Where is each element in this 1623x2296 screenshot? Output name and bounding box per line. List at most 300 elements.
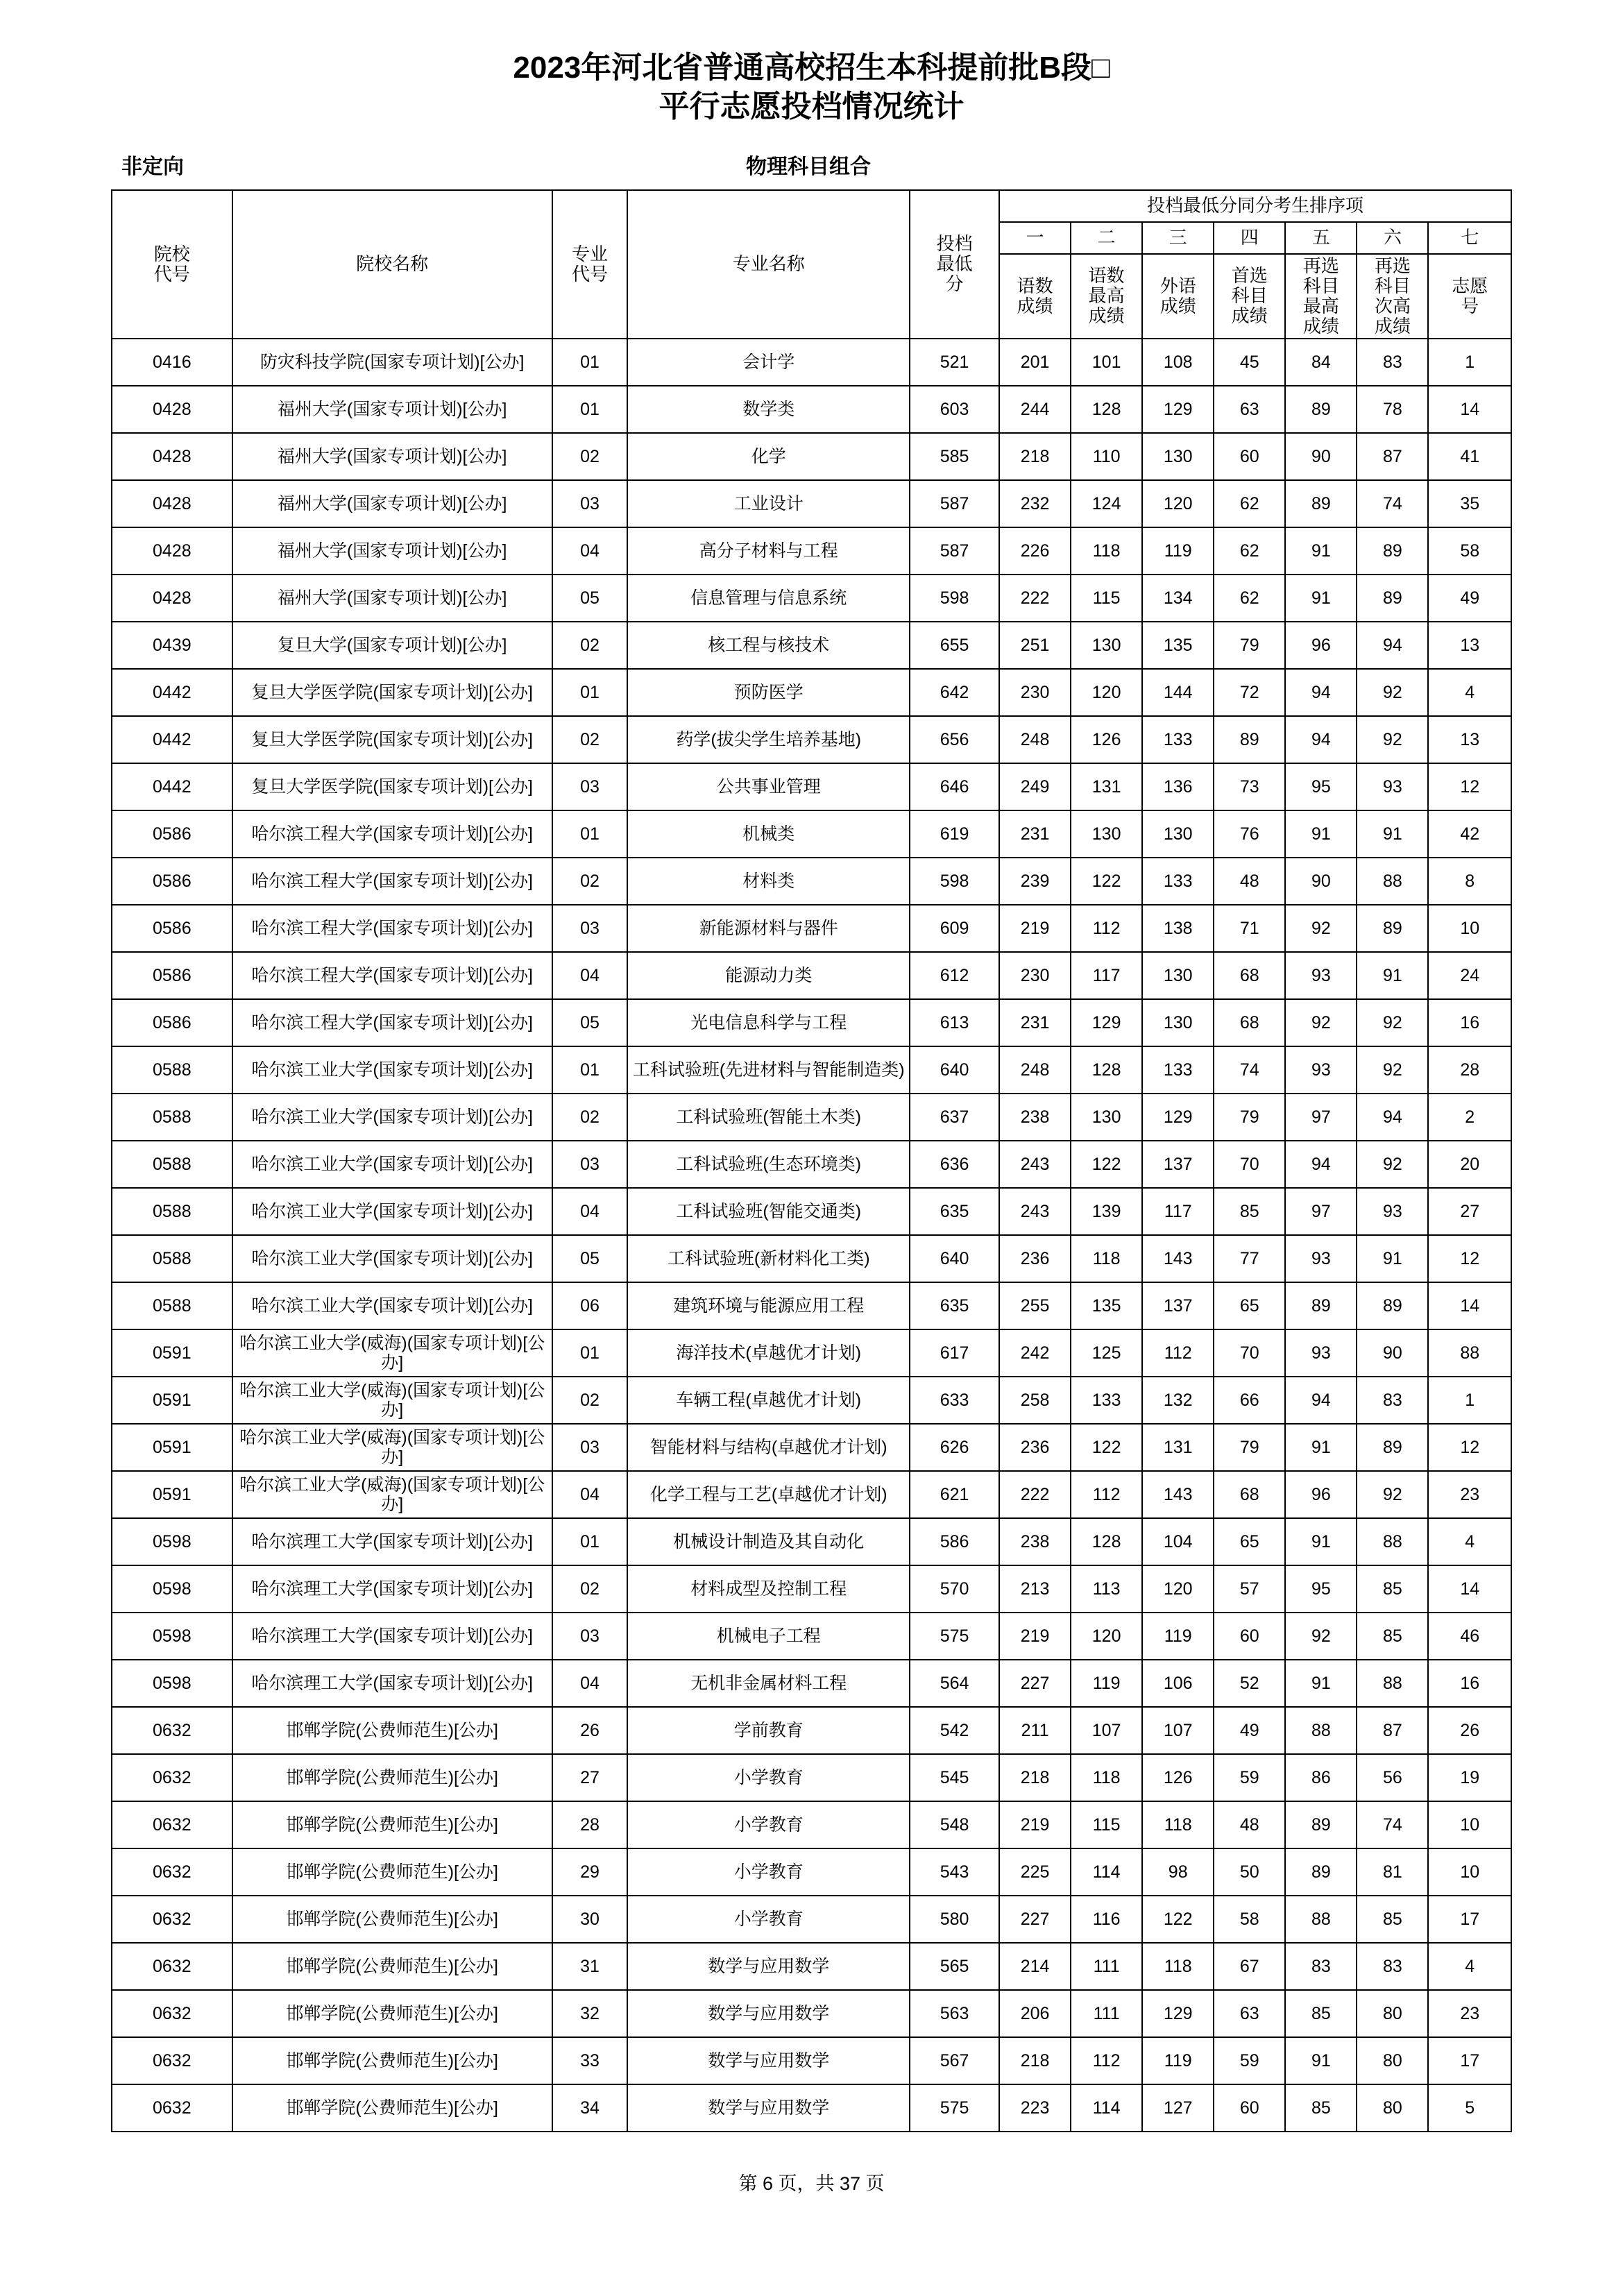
cell-secondary-subject-max-score: 92 xyxy=(1285,905,1357,952)
table-row xyxy=(112,1282,1511,1329)
cell-secondary-subject-second-score: 89 xyxy=(1357,527,1428,575)
cell-preference-number: 10 xyxy=(1428,905,1511,952)
cell-secondary-subject-max-score: 93 xyxy=(1285,952,1357,999)
cell-secondary-subject-second-score: 87 xyxy=(1357,433,1428,480)
cell-school-name: 哈尔滨工业大学(威海)(国家专项计划)[公办] xyxy=(232,1377,552,1424)
cell-chinese-math-max-score: 122 xyxy=(1071,1141,1142,1188)
cell-secondary-subject-max-score: 94 xyxy=(1285,669,1357,716)
cell-secondary-subject-max-score: 91 xyxy=(1285,527,1357,575)
cell-school-code: 0586 xyxy=(112,905,232,952)
table-row xyxy=(112,622,1511,669)
cell-chinese-math-max-score: 111 xyxy=(1071,1990,1142,2037)
cell-min-score: 575 xyxy=(910,1613,999,1660)
ordinal-6: 六 xyxy=(1357,222,1428,254)
cell-secondary-subject-second-score: 56 xyxy=(1357,1754,1428,1801)
cell-school-name: 哈尔滨工业大学(国家专项计划)[公办] xyxy=(232,1282,552,1329)
cell-major-code: 04 xyxy=(552,952,628,999)
cell-school-code: 0632 xyxy=(112,2037,232,2084)
cell-major-name: 小学教育 xyxy=(627,1754,910,1801)
cell-secondary-subject-max-score: 93 xyxy=(1285,1329,1357,1377)
cell-chinese-math-max-score: 128 xyxy=(1071,1046,1142,1094)
cell-major-code: 02 xyxy=(552,1094,628,1141)
table-body xyxy=(112,339,1511,2132)
cell-primary-subject-score: 62 xyxy=(1214,527,1285,575)
cell-preference-number: 14 xyxy=(1428,386,1511,433)
col-header-school-code: 院校 代号 xyxy=(112,190,232,339)
cell-chinese-math-max-score: 110 xyxy=(1071,433,1142,480)
cell-school-name: 哈尔滨工业大学(国家专项计划)[公办] xyxy=(232,1046,552,1094)
cell-primary-subject-score: 89 xyxy=(1214,716,1285,763)
cell-foreign-language-score: 119 xyxy=(1142,527,1214,575)
cell-school-name: 哈尔滨工程大学(国家专项计划)[公办] xyxy=(232,999,552,1046)
cell-chinese-math-score: 236 xyxy=(999,1235,1071,1282)
cell-primary-subject-score: 58 xyxy=(1214,1896,1285,1943)
cell-foreign-language-score: 138 xyxy=(1142,905,1214,952)
cell-primary-subject-score: 60 xyxy=(1214,2084,1285,2132)
cell-major-code: 05 xyxy=(552,999,628,1046)
cell-foreign-language-score: 122 xyxy=(1142,1896,1214,1943)
cell-school-code: 0416 xyxy=(112,339,232,386)
cell-major-code: 01 xyxy=(552,1046,628,1094)
cell-major-name: 化学 xyxy=(627,433,910,480)
cell-secondary-subject-max-score: 91 xyxy=(1285,810,1357,858)
cell-min-score: 609 xyxy=(910,905,999,952)
cell-foreign-language-score: 143 xyxy=(1142,1235,1214,1282)
table-row xyxy=(112,1990,1511,2037)
cell-chinese-math-score: 243 xyxy=(999,1188,1071,1235)
cell-primary-subject-score: 68 xyxy=(1214,999,1285,1046)
cell-min-score: 656 xyxy=(910,716,999,763)
cell-chinese-math-max-score: 128 xyxy=(1071,1518,1142,1565)
cell-secondary-subject-max-score: 94 xyxy=(1285,1141,1357,1188)
cell-primary-subject-score: 68 xyxy=(1214,952,1285,999)
cell-secondary-subject-second-score: 88 xyxy=(1357,858,1428,905)
cell-min-score: 613 xyxy=(910,999,999,1046)
cell-chinese-math-score: 231 xyxy=(999,810,1071,858)
cell-secondary-subject-max-score: 90 xyxy=(1285,858,1357,905)
cell-secondary-subject-max-score: 83 xyxy=(1285,1943,1357,1990)
table-row xyxy=(112,1707,1511,1754)
cell-foreign-language-score: 112 xyxy=(1142,1329,1214,1377)
table-row xyxy=(112,716,1511,763)
cell-secondary-subject-second-score: 93 xyxy=(1357,763,1428,810)
cell-preference-number: 10 xyxy=(1428,1801,1511,1848)
cell-secondary-subject-max-score: 89 xyxy=(1285,1801,1357,1848)
cell-major-name: 小学教育 xyxy=(627,1896,910,1943)
cell-primary-subject-score: 48 xyxy=(1214,858,1285,905)
cell-secondary-subject-max-score: 89 xyxy=(1285,480,1357,527)
table-row xyxy=(112,1235,1511,1282)
cell-secondary-subject-second-score: 80 xyxy=(1357,1990,1428,2037)
table-row xyxy=(112,1754,1511,1801)
cell-school-name: 福州大学(国家专项计划)[公办] xyxy=(232,433,552,480)
cell-min-score: 655 xyxy=(910,622,999,669)
ordinal-3: 三 xyxy=(1142,222,1214,254)
cell-chinese-math-score: 242 xyxy=(999,1329,1071,1377)
cell-secondary-subject-max-score: 89 xyxy=(1285,1282,1357,1329)
subheader-row xyxy=(111,149,1512,180)
cell-school-code: 0598 xyxy=(112,1518,232,1565)
table-row xyxy=(112,1471,1511,1518)
cell-foreign-language-score: 120 xyxy=(1142,1565,1214,1613)
cell-secondary-subject-max-score: 89 xyxy=(1285,386,1357,433)
col-header-school-name: 院校名称 xyxy=(232,190,552,339)
col-header-major-code: 专业 代号 xyxy=(552,190,628,339)
cell-chinese-math-score: 227 xyxy=(999,1896,1071,1943)
cell-secondary-subject-second-score: 80 xyxy=(1357,2037,1428,2084)
table-row xyxy=(112,1518,1511,1565)
cell-preference-number: 17 xyxy=(1428,1896,1511,1943)
cell-secondary-subject-max-score: 88 xyxy=(1285,1707,1357,1754)
cell-school-name: 哈尔滨理工大学(国家专项计划)[公办] xyxy=(232,1518,552,1565)
cell-major-code: 30 xyxy=(552,1896,628,1943)
cell-preference-number: 20 xyxy=(1428,1141,1511,1188)
cell-school-name: 邯郸学院(公费师范生)[公办] xyxy=(232,2037,552,2084)
cell-foreign-language-score: 107 xyxy=(1142,1707,1214,1754)
cell-school-name: 邯郸学院(公费师范生)[公办] xyxy=(232,1990,552,2037)
cell-major-name: 核工程与核技术 xyxy=(627,622,910,669)
cell-major-code: 03 xyxy=(552,905,628,952)
cell-chinese-math-max-score: 125 xyxy=(1071,1329,1142,1377)
table-row xyxy=(112,2037,1511,2084)
cell-school-name: 复旦大学医学院(国家专项计划)[公办] xyxy=(232,716,552,763)
table-row xyxy=(112,1565,1511,1613)
cell-major-code: 01 xyxy=(552,1518,628,1565)
cell-secondary-subject-max-score: 88 xyxy=(1285,1896,1357,1943)
cell-major-code: 03 xyxy=(552,480,628,527)
cell-foreign-language-score: 130 xyxy=(1142,433,1214,480)
cell-major-name: 数学与应用数学 xyxy=(627,2084,910,2132)
table-row xyxy=(112,1896,1511,1943)
cell-major-name: 药学(拔尖学生培养基地) xyxy=(627,716,910,763)
cell-primary-subject-score: 70 xyxy=(1214,1141,1285,1188)
cell-primary-subject-score: 59 xyxy=(1214,1754,1285,1801)
cell-major-code: 03 xyxy=(552,1613,628,1660)
cell-secondary-subject-second-score: 92 xyxy=(1357,1471,1428,1518)
cell-chinese-math-max-score: 111 xyxy=(1071,1943,1142,1990)
cell-secondary-subject-max-score: 91 xyxy=(1285,1518,1357,1565)
cell-chinese-math-max-score: 129 xyxy=(1071,999,1142,1046)
cell-primary-subject-score: 63 xyxy=(1214,1990,1285,2037)
cell-major-name: 小学教育 xyxy=(627,1848,910,1896)
cell-chinese-math-max-score: 130 xyxy=(1071,810,1142,858)
cell-min-score: 542 xyxy=(910,1707,999,1754)
cell-primary-subject-score: 65 xyxy=(1214,1518,1285,1565)
cell-primary-subject-score: 57 xyxy=(1214,1565,1285,1613)
cell-chinese-math-score: 232 xyxy=(999,480,1071,527)
cell-school-code: 0591 xyxy=(112,1471,232,1518)
cell-chinese-math-max-score: 133 xyxy=(1071,1377,1142,1424)
cell-secondary-subject-second-score: 94 xyxy=(1357,622,1428,669)
cell-chinese-math-max-score: 118 xyxy=(1071,1235,1142,1282)
cell-primary-subject-score: 73 xyxy=(1214,763,1285,810)
cell-secondary-subject-max-score: 92 xyxy=(1285,1613,1357,1660)
cell-secondary-subject-second-score: 92 xyxy=(1357,669,1428,716)
cell-major-code: 04 xyxy=(552,1471,628,1518)
cell-secondary-subject-max-score: 94 xyxy=(1285,1377,1357,1424)
cell-primary-subject-score: 79 xyxy=(1214,1424,1285,1471)
cell-school-code: 0439 xyxy=(112,622,232,669)
cell-min-score: 640 xyxy=(910,1235,999,1282)
cell-school-code: 0586 xyxy=(112,999,232,1046)
cell-major-name: 工科试验班(先进材料与智能制造类) xyxy=(627,1046,910,1094)
table-header xyxy=(112,190,1511,339)
table-row xyxy=(112,433,1511,480)
cell-min-score: 603 xyxy=(910,386,999,433)
cell-major-code: 02 xyxy=(552,622,628,669)
cell-chinese-math-score: 230 xyxy=(999,952,1071,999)
cell-primary-subject-score: 79 xyxy=(1214,1094,1285,1141)
cell-min-score: 567 xyxy=(910,2037,999,2084)
cell-major-code: 06 xyxy=(552,1282,628,1329)
cell-school-code: 0428 xyxy=(112,527,232,575)
cell-chinese-math-score: 222 xyxy=(999,1471,1071,1518)
document-title-block xyxy=(111,0,1512,127)
col-header-preference-number: 志愿 号 xyxy=(1428,254,1511,339)
cell-school-name: 哈尔滨理工大学(国家专项计划)[公办] xyxy=(232,1660,552,1707)
cell-major-name: 光电信息科学与工程 xyxy=(627,999,910,1046)
cell-major-code: 02 xyxy=(552,1377,628,1424)
cell-major-name: 机械类 xyxy=(627,810,910,858)
cell-chinese-math-max-score: 113 xyxy=(1071,1565,1142,1613)
cell-major-name: 材料成型及控制工程 xyxy=(627,1565,910,1613)
cell-major-name: 智能材料与结构(卓越优才计划) xyxy=(627,1424,910,1471)
table-row xyxy=(112,1943,1511,1990)
cell-preference-number: 10 xyxy=(1428,1848,1511,1896)
table-row xyxy=(112,2084,1511,2132)
cell-preference-number: 14 xyxy=(1428,1565,1511,1613)
cell-school-code: 0632 xyxy=(112,1896,232,1943)
cell-min-score: 621 xyxy=(910,1471,999,1518)
cell-school-code: 0598 xyxy=(112,1565,232,1613)
cell-preference-number: 12 xyxy=(1428,1424,1511,1471)
cell-min-score: 563 xyxy=(910,1990,999,2037)
cell-chinese-math-score: 258 xyxy=(999,1377,1071,1424)
cell-school-name: 哈尔滨理工大学(国家专项计划)[公办] xyxy=(232,1565,552,1613)
cell-foreign-language-score: 130 xyxy=(1142,810,1214,858)
cell-chinese-math-max-score: 112 xyxy=(1071,1471,1142,1518)
page-title-line-1: 2023年河北省普通高校招生本科提前批B段□ xyxy=(513,51,1110,85)
cell-preference-number: 8 xyxy=(1428,858,1511,905)
cell-major-name: 数学类 xyxy=(627,386,910,433)
cell-secondary-subject-max-score: 95 xyxy=(1285,1565,1357,1613)
cell-primary-subject-score: 70 xyxy=(1214,1329,1285,1377)
cell-min-score: 565 xyxy=(910,1943,999,1990)
table-row xyxy=(112,1188,1511,1235)
cell-school-name: 复旦大学医学院(国家专项计划)[公办] xyxy=(232,669,552,716)
cell-chinese-math-score: 243 xyxy=(999,1141,1071,1188)
cell-school-code: 0428 xyxy=(112,433,232,480)
cell-chinese-math-max-score: 120 xyxy=(1071,669,1142,716)
page-title-line-2: 平行志愿投档情况统计 xyxy=(658,90,965,124)
cell-preference-number: 23 xyxy=(1428,1990,1511,2037)
cell-secondary-subject-second-score: 80 xyxy=(1357,2084,1428,2132)
ordinal-4: 四 xyxy=(1214,222,1285,254)
cell-secondary-subject-max-score: 97 xyxy=(1285,1188,1357,1235)
ordinal-5: 五 xyxy=(1285,222,1357,254)
cell-secondary-subject-max-score: 85 xyxy=(1285,1990,1357,2037)
cell-school-code: 0588 xyxy=(112,1094,232,1141)
ordinal-7: 七 xyxy=(1428,222,1511,254)
cell-chinese-math-score: 236 xyxy=(999,1424,1071,1471)
table-row xyxy=(112,1801,1511,1848)
cell-preference-number: 19 xyxy=(1428,1754,1511,1801)
cell-major-code: 01 xyxy=(552,669,628,716)
cell-school-name: 邯郸学院(公费师范生)[公办] xyxy=(232,1754,552,1801)
cell-foreign-language-score: 106 xyxy=(1142,1660,1214,1707)
cell-foreign-language-score: 130 xyxy=(1142,952,1214,999)
cell-secondary-subject-max-score: 96 xyxy=(1285,622,1357,669)
cell-preference-number: 28 xyxy=(1428,1046,1511,1094)
cell-school-code: 0632 xyxy=(112,1848,232,1896)
cell-school-name: 福州大学(国家专项计划)[公办] xyxy=(232,386,552,433)
cell-primary-subject-score: 60 xyxy=(1214,433,1285,480)
cell-major-name: 海洋技术(卓越优才计划) xyxy=(627,1329,910,1377)
cell-secondary-subject-second-score: 89 xyxy=(1357,1282,1428,1329)
cell-chinese-math-score: 248 xyxy=(999,716,1071,763)
cell-preference-number: 26 xyxy=(1428,1707,1511,1754)
cell-primary-subject-score: 79 xyxy=(1214,622,1285,669)
cell-chinese-math-score: 225 xyxy=(999,1848,1071,1896)
col-header-tiebreak-group: 投档最低分同分考生排序项 xyxy=(999,190,1511,222)
cell-school-name: 福州大学(国家专项计划)[公办] xyxy=(232,527,552,575)
cell-secondary-subject-second-score: 74 xyxy=(1357,1801,1428,1848)
cell-major-code: 04 xyxy=(552,1188,628,1235)
cell-school-name: 哈尔滨工业大学(威海)(国家专项计划)[公办] xyxy=(232,1424,552,1471)
table-row xyxy=(112,1613,1511,1660)
cell-min-score: 598 xyxy=(910,575,999,622)
cell-major-code: 04 xyxy=(552,527,628,575)
cell-min-score: 575 xyxy=(910,2084,999,2132)
cell-foreign-language-score: 143 xyxy=(1142,1471,1214,1518)
col-header-chinese-math-max-score: 语数 最高 成绩 xyxy=(1071,254,1142,339)
cell-major-name: 会计学 xyxy=(627,339,910,386)
cell-school-code: 0598 xyxy=(112,1660,232,1707)
cell-chinese-math-max-score: 128 xyxy=(1071,386,1142,433)
table-row xyxy=(112,1141,1511,1188)
cell-foreign-language-score: 98 xyxy=(1142,1848,1214,1896)
cell-chinese-math-score: 211 xyxy=(999,1707,1071,1754)
cell-min-score: 635 xyxy=(910,1282,999,1329)
cell-chinese-math-max-score: 112 xyxy=(1071,2037,1142,2084)
cell-school-code: 0428 xyxy=(112,480,232,527)
cell-school-name: 哈尔滨工程大学(国家专项计划)[公办] xyxy=(232,952,552,999)
admission-statistics-table xyxy=(111,189,1512,2132)
cell-school-code: 0632 xyxy=(112,1943,232,1990)
cell-chinese-math-score: 244 xyxy=(999,386,1071,433)
cell-primary-subject-score: 60 xyxy=(1214,1613,1285,1660)
cell-chinese-math-max-score: 120 xyxy=(1071,1613,1142,1660)
cell-school-name: 哈尔滨工业大学(威海)(国家专项计划)[公办] xyxy=(232,1471,552,1518)
cell-preference-number: 42 xyxy=(1428,810,1511,858)
cell-secondary-subject-second-score: 83 xyxy=(1357,339,1428,386)
cell-major-name: 无机非金属材料工程 xyxy=(627,1660,910,1707)
cell-secondary-subject-second-score: 83 xyxy=(1357,1943,1428,1990)
cell-secondary-subject-second-score: 74 xyxy=(1357,480,1428,527)
cell-foreign-language-score: 133 xyxy=(1142,1046,1214,1094)
col-header-chinese-math-score: 语数 成绩 xyxy=(999,254,1071,339)
cell-primary-subject-score: 62 xyxy=(1214,480,1285,527)
cell-primary-subject-score: 45 xyxy=(1214,339,1285,386)
cell-secondary-subject-max-score: 91 xyxy=(1285,1660,1357,1707)
cell-secondary-subject-second-score: 85 xyxy=(1357,1896,1428,1943)
cell-preference-number: 58 xyxy=(1428,527,1511,575)
cell-secondary-subject-second-score: 88 xyxy=(1357,1518,1428,1565)
cell-preference-number: 23 xyxy=(1428,1471,1511,1518)
table-row xyxy=(112,810,1511,858)
cell-primary-subject-score: 68 xyxy=(1214,1471,1285,1518)
cell-chinese-math-max-score: 115 xyxy=(1071,1801,1142,1848)
cell-chinese-math-max-score: 130 xyxy=(1071,1094,1142,1141)
cell-foreign-language-score: 134 xyxy=(1142,575,1214,622)
cell-major-name: 工科试验班(智能土木类) xyxy=(627,1094,910,1141)
cell-preference-number: 16 xyxy=(1428,1660,1511,1707)
cell-foreign-language-score: 131 xyxy=(1142,1424,1214,1471)
table-row xyxy=(112,1424,1511,1471)
cell-foreign-language-score: 118 xyxy=(1142,1943,1214,1990)
cell-secondary-subject-max-score: 85 xyxy=(1285,2084,1357,2132)
cell-foreign-language-score: 137 xyxy=(1142,1282,1214,1329)
cell-secondary-subject-second-score: 78 xyxy=(1357,386,1428,433)
cell-secondary-subject-second-score: 81 xyxy=(1357,1848,1428,1896)
cell-major-code: 01 xyxy=(552,1329,628,1377)
table-row xyxy=(112,1046,1511,1094)
cell-chinese-math-score: 218 xyxy=(999,433,1071,480)
cell-chinese-math-score: 251 xyxy=(999,622,1071,669)
cell-preference-number: 12 xyxy=(1428,1235,1511,1282)
col-header-secondary-subject-second-score: 再选 科目 次高 成绩 xyxy=(1357,254,1428,339)
cell-school-name: 哈尔滨理工大学(国家专项计划)[公办] xyxy=(232,1613,552,1660)
cell-foreign-language-score: 119 xyxy=(1142,2037,1214,2084)
cell-secondary-subject-max-score: 92 xyxy=(1285,999,1357,1046)
cell-chinese-math-score: 219 xyxy=(999,905,1071,952)
cell-school-code: 0598 xyxy=(112,1613,232,1660)
cell-chinese-math-max-score: 118 xyxy=(1071,1754,1142,1801)
cell-school-code: 0632 xyxy=(112,2084,232,2132)
cell-major-code: 05 xyxy=(552,1235,628,1282)
cell-chinese-math-max-score: 130 xyxy=(1071,622,1142,669)
cell-secondary-subject-max-score: 91 xyxy=(1285,2037,1357,2084)
cell-major-name: 小学教育 xyxy=(627,1801,910,1848)
cell-school-name: 邯郸学院(公费师范生)[公办] xyxy=(232,1943,552,1990)
cell-preference-number: 88 xyxy=(1428,1329,1511,1377)
cell-school-code: 0428 xyxy=(112,386,232,433)
cell-school-code: 0632 xyxy=(112,1754,232,1801)
cell-preference-number: 4 xyxy=(1428,1518,1511,1565)
table-row xyxy=(112,999,1511,1046)
table-row xyxy=(112,1377,1511,1424)
cell-primary-subject-score: 50 xyxy=(1214,1848,1285,1896)
cell-foreign-language-score: 129 xyxy=(1142,1990,1214,2037)
cell-preference-number: 49 xyxy=(1428,575,1511,622)
cell-major-code: 32 xyxy=(552,1990,628,2037)
cell-chinese-math-score: 206 xyxy=(999,1990,1071,2037)
table-row xyxy=(112,905,1511,952)
cell-min-score: 587 xyxy=(910,480,999,527)
cell-secondary-subject-max-score: 96 xyxy=(1285,1471,1357,1518)
cell-secondary-subject-max-score: 86 xyxy=(1285,1754,1357,1801)
cell-min-score: 637 xyxy=(910,1094,999,1141)
cell-min-score: 587 xyxy=(910,527,999,575)
category-label-non-directed: 非定向 xyxy=(121,155,184,178)
cell-major-name: 工科试验班(新材料化工类) xyxy=(627,1235,910,1282)
cell-major-code: 26 xyxy=(552,1707,628,1754)
cell-foreign-language-score: 120 xyxy=(1142,480,1214,527)
cell-preference-number: 16 xyxy=(1428,999,1511,1046)
cell-preference-number: 5 xyxy=(1428,2084,1511,2132)
col-header-min-score: 投档 最低 分 xyxy=(910,190,999,339)
cell-min-score: 646 xyxy=(910,763,999,810)
